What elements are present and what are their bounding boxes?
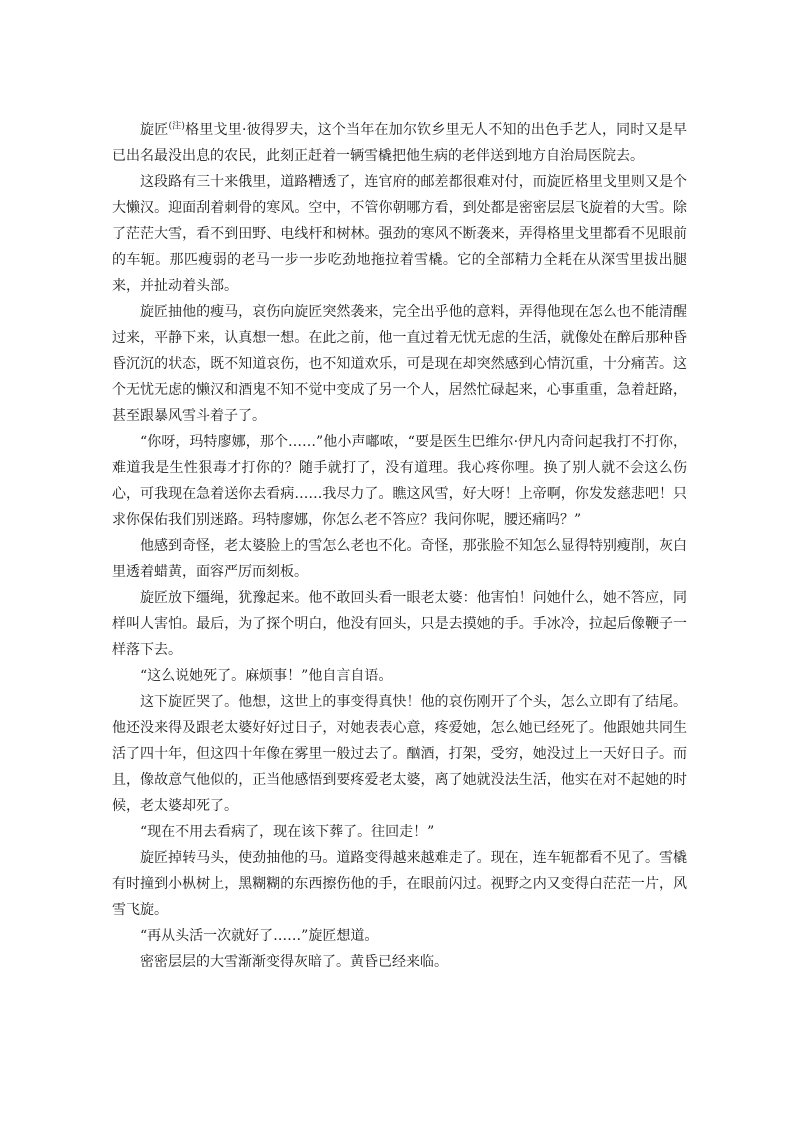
paragraph-3: 旋匠抽他的瘦马，哀伤向旋匠突然袭来，完全出乎他的意料，弄得他现在怎么也不能清醒过来，平静下来，认真想一想。在此之前，他一直过着无忧无虑的生活，就像处在醉后那种昏昏沉沉的状态，既不知道哀伤，也不知道欢乐，可是现在却突然感到心情沉重，十分痛苦。这个无忧无虑的懒汉和酒鬼不知不觉中变成了另一个人，居然忙碌起来，心事重重，急着赶路，甚至跟暴风雪斗着子了。 [112, 304, 687, 424]
paragraph-1 [112, 117, 687, 169]
paragraph-6: 旋匠放下缰绳，犹豫起来。他不敢回头看一眼老太婆：他害怕！问她什么，她不答应，同样叫人害怕。最后，为了探个明白，他没有回头，只是去摸她的手。手冰冷，拉起后像鞭子一样落下去。 [112, 590, 687, 658]
paragraph-1-text-before: 旋匠 [140, 122, 169, 138]
paragraph-4: “你呀，玛特廖娜，那个……”他小声嘟哝，“要是医生巴维尔·伊凡内奇问起我打不打你，难道我是生性狠毒才打你的？随手就打了，没有道理。我心疼你哩。换了别人就不会这么伤心，可我现在急着送你去看病……我尽力了。瞧这风雪，好大呀！上帝啊，你发发慈悲吧！只求你保佑我们别迷路。玛特廖娜，你怎么老不答应？我问你呢，腰还痛吗？” [112, 434, 687, 528]
paragraph-8: 这下旋匠哭了。他想，这世上的事变得真快！他的哀伤刚开了个头，怎么立即有了结尾。他还没来得及跟老太婆好好过日子，对她表表心意，疼爱她，怎么她已经死了。他跟她共同生活了四十年，但这四十年像在雾里一般过去了。酗酒，打架，受穷，她没过上一天好日子。而且，像故意气他似的，正当他感悟到要疼爱老太婆，离了她就没法生活，他实在对不起她的时候，老太婆却死了。 [112, 694, 687, 814]
paragraph-12: 密密层层的大雪渐渐变得灰暗了。黄昏已经来临。 [140, 954, 448, 970]
paragraph-11: “再从头活一次就好了……”旋匠想道。 [140, 928, 379, 944]
paragraph-5: 他感到奇怪，老太婆脸上的雪怎么老也不化。奇怪，那张脸不知怎么显得特别瘦削，灰白里透着蜡黄，面容严厉而刻板。 [112, 538, 687, 580]
paragraph-7: “这么说她死了。麻烦事！”他自言自语。 [140, 668, 393, 684]
document-page [112, 117, 687, 975]
paragraph-2: 这段路有三十来俄里，道路糟透了，连官府的邮差都很难对付，而旋匠格里戈里则又是个大懒汉。迎面刮着刺骨的寒风。空中，不管你朝哪方看，到处都是密密层层飞旋着的大雪。除了茫茫大雪，看不到田野、电线杆和树林。强劲的寒风不断袭来，弄得格里戈里都看不见眼前的车轭。那匹瘦弱的老马一步一步吃劲地拖拉着雪橇。它的全部精力全耗在从深雪里拔出腿来，并扯动着头部。 [112, 174, 687, 294]
paragraph-10: 旋匠掉转马头，使劲抽他的马。道路变得越来越难走了。现在，连车轭都看不见了。雪橇有时撞到小枞树上，黑糊糊的东西擦伤他的手，在眼前闪过。视野之内又变得白茫茫一片，风雪飞旋。 [112, 850, 687, 918]
paragraph-9: “现在不用去看病了，现在该下葬了。往回走！” [140, 824, 435, 840]
footnote-marker: (注) [168, 121, 185, 132]
paragraph-1-text-after: 格里戈里·彼得罗夫，这个当年在加尔钦乡里无人不知的出色手艺人，同时又是早已出名最没出息的农民，此刻正赶着一辆雪橇把他生病的老伴送到地方自治局医院去。 [112, 122, 688, 164]
